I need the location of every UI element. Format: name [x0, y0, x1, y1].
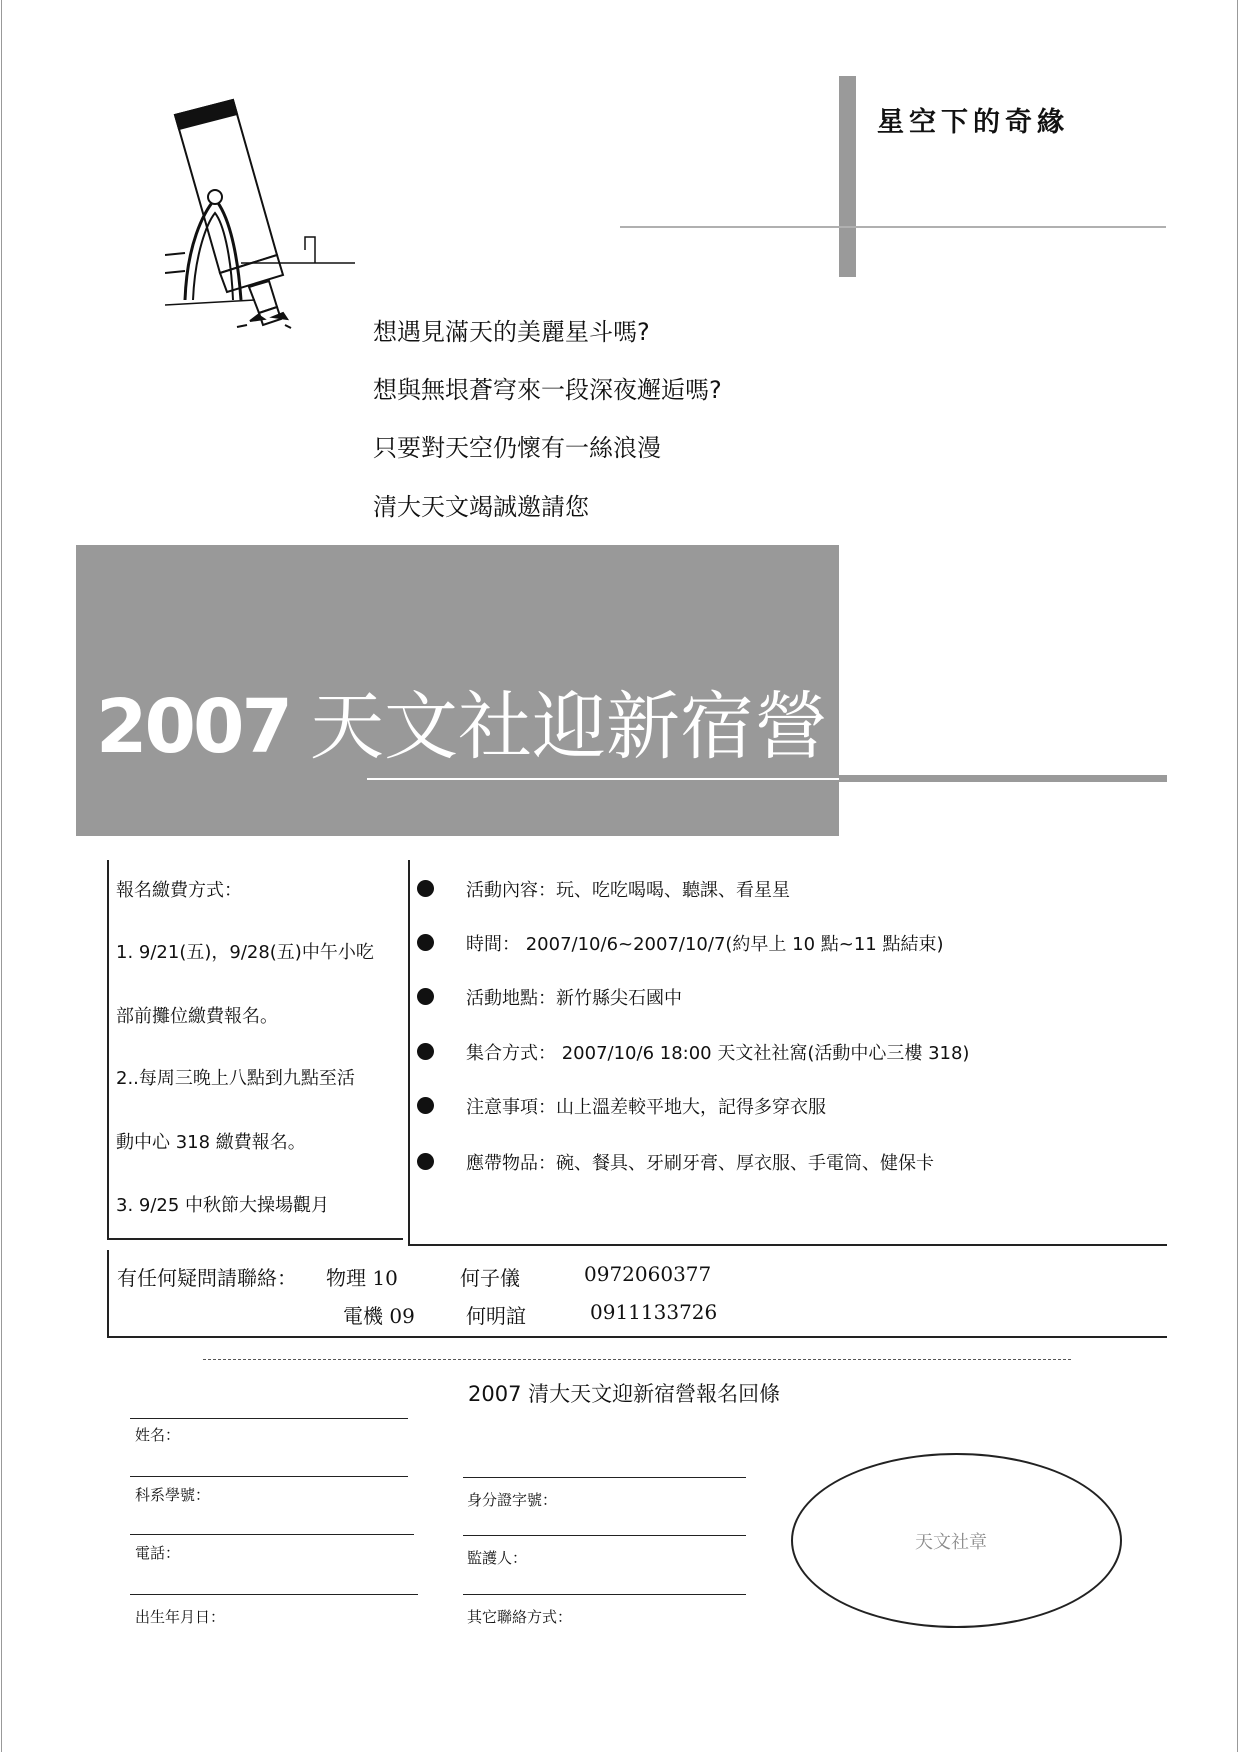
phone-field[interactable]	[130, 1594, 418, 1595]
activity-item: 活動地點：新竹縣尖石國中	[466, 988, 682, 1009]
contact-dept: 電機 09	[343, 1304, 415, 1328]
phone-label: 電話：	[135, 1544, 181, 1562]
intro-line: 只要對天空仍懷有一絲浪漫	[373, 434, 661, 462]
activity-item: 集合方式： 2007/10/6 18:00 天文社社窩(活動中心三樓 318)	[466, 1043, 970, 1064]
bullet-icon	[417, 1043, 434, 1060]
banner-title	[96, 684, 828, 770]
activity-item: 活動內容：玩、吃吃喝喝、聽課、看星星	[466, 880, 790, 901]
payment-line: 3. 9/25 中秋節大操場觀月	[116, 1195, 330, 1216]
contact-dept: 物理 10	[326, 1266, 398, 1290]
banner-name: 天文社迎新宿營	[309, 684, 828, 770]
birthday-label: 出生年月日：	[135, 1608, 226, 1626]
banner-rule	[839, 775, 1167, 782]
payment-box	[107, 860, 403, 1240]
payment-line: 2..每周三晚上八點到九點至活	[116, 1068, 355, 1089]
bullet-icon	[417, 934, 434, 951]
contact-prefix: 有任何疑問請聯絡：	[117, 1266, 297, 1290]
contact-phone: 0972060377	[584, 1262, 712, 1286]
payment-line: 動中心 318 繳費報名。	[116, 1132, 306, 1153]
other-contact-label: 其它聯絡方式：	[467, 1608, 573, 1626]
telescope-illustration	[165, 95, 365, 330]
seal-label: 天文社章	[915, 1532, 987, 1553]
cut-line	[203, 1359, 1071, 1360]
form-title: 2007 清大天文迎新宿營報名回條	[468, 1382, 781, 1406]
bullet-icon	[417, 880, 434, 897]
guardian-label: 監護人：	[467, 1549, 528, 1567]
banner-year: 2007	[96, 684, 290, 770]
intro-line: 想與無垠蒼穹來一段深夜邂逅嗎?	[373, 376, 722, 404]
dept-id-label: 科系學號：	[135, 1486, 211, 1504]
contact-name: 何子儀	[460, 1266, 520, 1290]
tagline: 星空下的奇緣	[877, 107, 1069, 138]
activity-item: 注意事項：山上溫差較平地大，記得多穿衣服	[466, 1097, 826, 1118]
bullet-icon	[417, 1153, 434, 1170]
guardian-field[interactable]	[463, 1594, 746, 1595]
contact-name: 何明誼	[466, 1304, 526, 1328]
activity-item: 應帶物品：碗、餐具、牙刷牙膏、厚衣服、手電筒、健保卡	[466, 1153, 934, 1174]
bullet-icon	[417, 1097, 434, 1114]
form-rule	[463, 1477, 746, 1478]
tagline-rule	[620, 226, 1166, 228]
activity-item: 時間： 2007/10/6~2007/10/7(約早上 10 點~11 點結束)	[466, 934, 944, 955]
contact-phone: 0911133726	[590, 1300, 718, 1324]
payment-line: 部前攤位繳費報名。	[116, 1006, 278, 1027]
accent-bar	[839, 76, 856, 277]
intro-line: 想遇見滿天的美麗星斗嗎?	[373, 318, 650, 346]
bullet-icon	[417, 988, 434, 1005]
name-field[interactable]	[130, 1476, 408, 1477]
payment-line: 報名繳費方式：	[116, 880, 242, 901]
intro-line: 清大天文竭誠邀請您	[373, 493, 589, 521]
banner-underline	[367, 778, 839, 780]
form-rule	[130, 1418, 408, 1419]
payment-line: 1. 9/21(五)，9/28(五)中午小吃	[116, 942, 374, 963]
dept-id-field[interactable]	[130, 1534, 414, 1535]
national-id-label: 身分證字號：	[467, 1491, 558, 1509]
national-id-field[interactable]	[463, 1535, 746, 1536]
name-label: 姓名：	[135, 1426, 181, 1444]
